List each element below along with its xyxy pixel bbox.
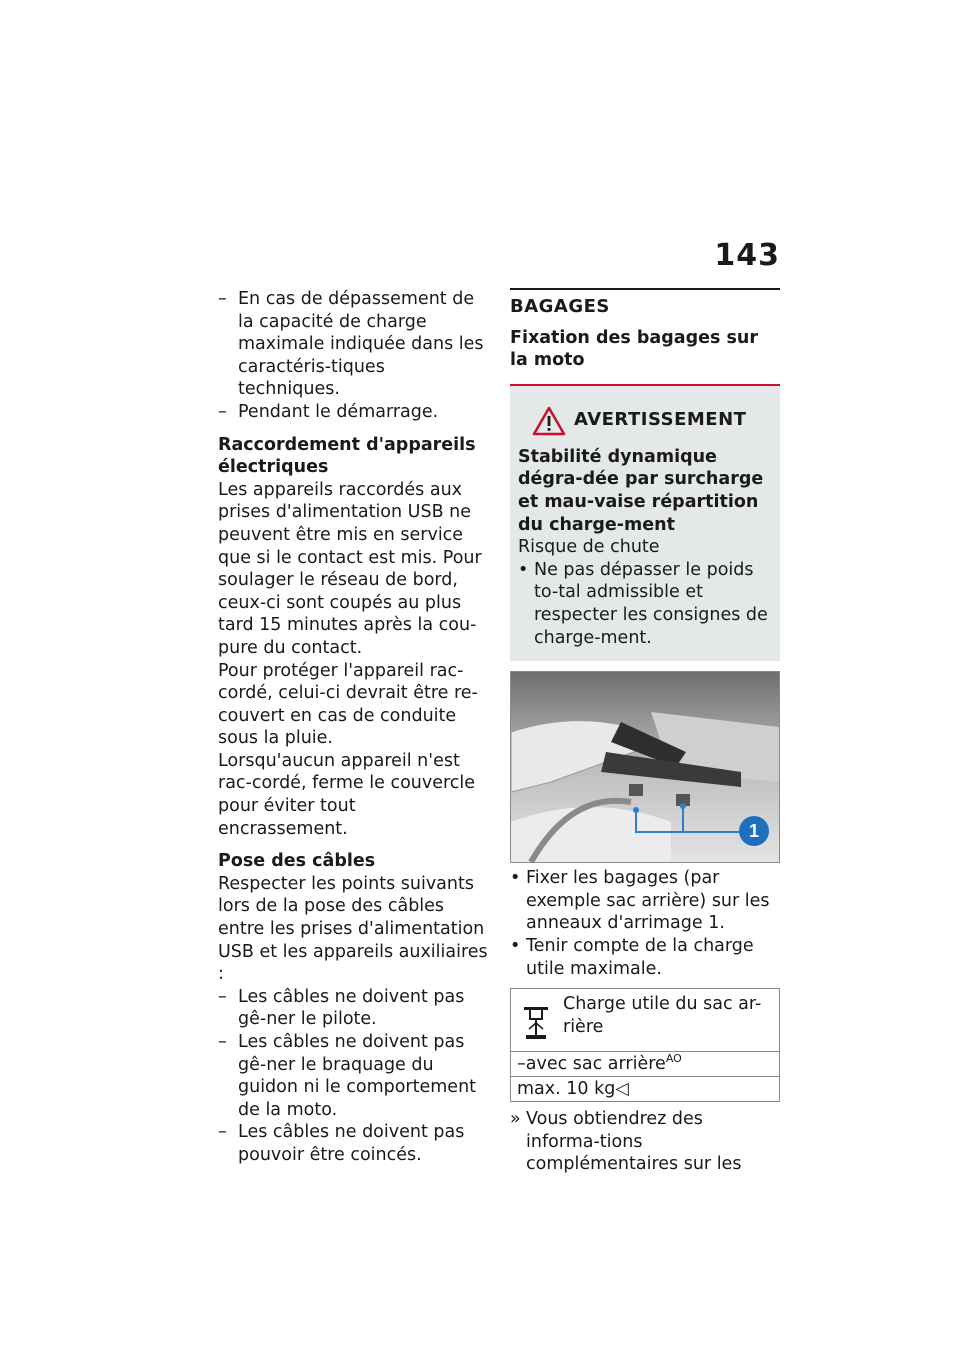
cables-para: Respecter les points suivants lors de la pose des câbles entre les prises d'alimentation USB et les appareils auxiliaires : [218,873,488,985]
intro-dash-1: – En cas de dépassement de la capacité de charge maximale indiquée dans les caractéris-tiques techniques. [218,289,484,400]
cables-dash-1: – Les câbles ne doivent pas gê-ner le pilote. [218,986,465,1030]
warning-bullet: • Ne pas dépasser le poids to-tal admissible et respecter les consignes de charge-ment. [518,559,768,648]
warning-box [510,386,780,661]
cables-dash-3: – Les câbles ne doivent pas pouvoir être coincés. [218,1122,465,1165]
luggage-bullet-1: • Fixer les bagages (par exemple sac arrière) sur les anneaux d'arrimage 1. [510,868,770,934]
intro-dash-2: – Pendant le démarrage. [218,401,439,422]
payload-condition: –avec sac arrière$^{AO}$ [511,1051,779,1076]
left-column [218,288,490,1167]
cables-dash-2: – Les câbles ne doivent pas gê-ner le braquage du guidon ni le comportement de la moto. [218,1032,477,1120]
warning-title: AVERTISSEMENT [574,409,747,431]
page-number: 143 [714,238,780,273]
connect-para-2: Pour protéger l'appareil rac-cordé, celui-ci devrait être re-couvert en cas de conduite sous la pluie. [218,660,478,749]
section-subtitle: Fixation des bagages sur la moto [510,327,758,371]
luggage-bullet-2: • Tenir compte de la charge utile maximale. [510,935,754,979]
right-column [510,288,780,1176]
more-info-reference: » Vous obtiendrez des informa-tions complémentaires sur les [510,1109,742,1175]
payload-value: max. 10 kg◁ [511,1076,779,1101]
luggage-rack-photo [510,671,780,863]
warning-risk: Risque de chute [518,537,660,558]
warning-triangle-icon [532,406,566,436]
payload-spec-table [510,988,780,1102]
section-rule [510,288,780,319]
section-title: BAGAGES [510,296,610,317]
payload-title: Charge utile du sac ar-rière [563,994,762,1037]
connect-para-3: Lorsqu'aucun appareil n'est rac-cordé, ferme le couvercle pour éviter tout encrassement. [218,750,476,839]
connect-heading: Raccordement d'appareils électriques [218,434,476,478]
warning-bold-text: Stabilité dynamique dégra-dée par surcharge et mau-vaise répartition du charge-ment [518,446,764,535]
weight-scale-icon [521,1001,551,1043]
callout-1-badge: 1 [739,816,769,846]
connect-para-1: Les appareils raccordés aux prises d'alimentation USB ne peuvent être mis en service que si le contact est mis. Pour soulager le réseau de bord, ceux-ci sont coupés au plus tard 15 minutes après la cou-pure du contact. [218,479,482,658]
cables-heading: Pose des câbles [218,851,376,872]
